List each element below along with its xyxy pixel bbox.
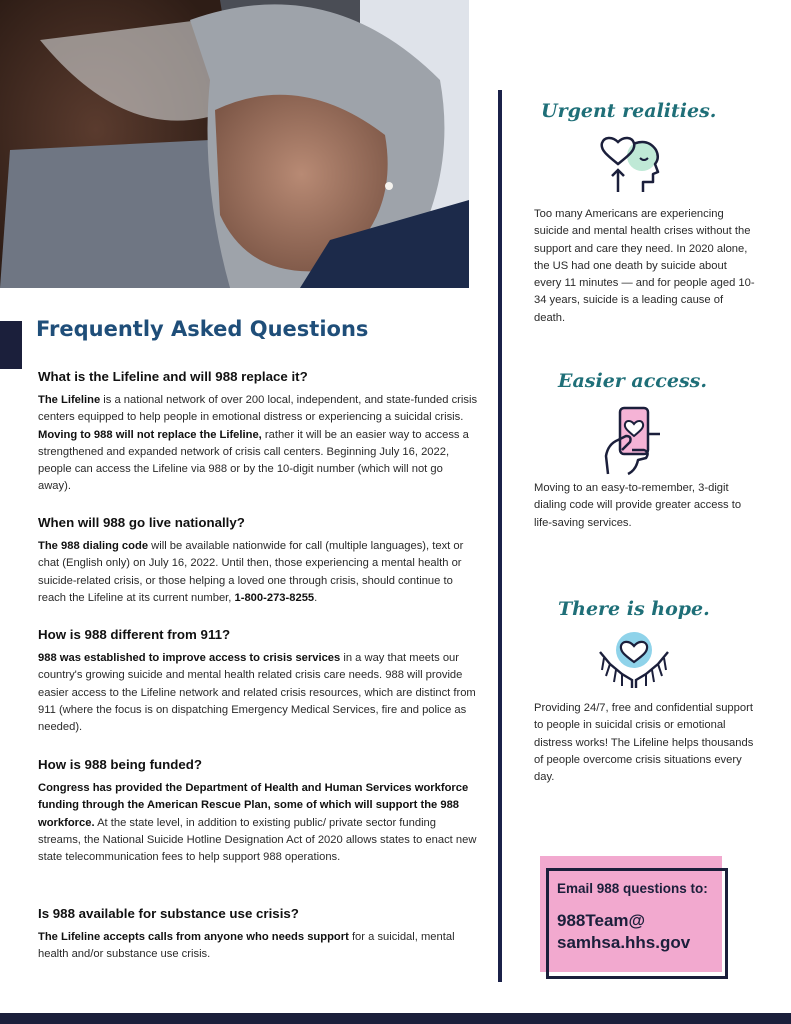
email-address-link[interactable]: 988Team@ samhsa.hhs.gov bbox=[557, 911, 691, 952]
sidebar-heading-access: Easier access. bbox=[558, 370, 707, 392]
sidebar-text-access: Moving to an easy-to-remember, 3-digit dialing code will provide greater access to life-saving services. bbox=[534, 482, 742, 529]
heart-head-icon bbox=[598, 134, 668, 201]
faq-item-911 bbox=[38, 627, 478, 736]
faq-question: When will 988 go live nationally? bbox=[38, 515, 245, 530]
faq-question: How is 988 different from 911? bbox=[38, 627, 231, 642]
faq-answer: 988 was established to improve access to crisis services in a way that meets our country's growing suicide and mental health related crisis care needs. 988 will provide easier access to the Lifeline network and related crisis resources, which are distinct from 911 (where the focus is on dispatching Emergency Medical Services, fire and police as needed). bbox=[38, 652, 476, 734]
faq-title: Frequently Asked Questions bbox=[36, 317, 369, 341]
couple-photo-illustration bbox=[0, 0, 469, 288]
sidebar-text-hope: Providing 24/7, free and confidential support to people in suicidal crisis or emotional distress works! The Lifeline helps thousands of people overcome crisis situations every day. bbox=[534, 702, 754, 784]
faq-question: What is the Lifeline and will 988 replace it? bbox=[38, 369, 308, 384]
faq-answer: The Lifeline accepts calls from anyone who needs support for a suicidal, mental health and/or substance use crisis. bbox=[38, 931, 455, 961]
footer-bar bbox=[0, 1013, 791, 1024]
phone-heart-icon bbox=[602, 406, 668, 481]
faq-item-lifeline bbox=[38, 369, 478, 496]
left-accent-bar bbox=[0, 321, 22, 369]
sidebar-heading-urgent: Urgent realities. bbox=[541, 100, 717, 122]
faq-item-go-live bbox=[38, 515, 478, 607]
faq-question: How is 988 being funded? bbox=[38, 757, 203, 772]
email-label: Email 988 questions to: bbox=[557, 881, 708, 896]
faq-answer: The Lifeline is a national network of over 200 local, independent, and state-funded crisis centers equipped to help people in emotional distress or experiencing a suicidal crisis. Moving to 988 will not replace the Lifeline, rather it will be an easier way to access a strengthened and expanded network of crisis call centers. Beginning July 16, 2022, people can access the Lifeline via 988 or by the 10-digit number (which will not go away). bbox=[38, 394, 478, 493]
column-divider bbox=[498, 90, 502, 982]
faq-answer: The 988 dialing code will be available nationwide for call (multiple languages), text or chat (English only) on July 16, 2022. Until then, those experiencing a mental health or suicide-related crisis, or those helping a loved one through crisis, should continue to reach the Lifeline at its current number, 1-800-273-8255. bbox=[38, 540, 464, 604]
sidebar-text-urgent: Too many Americans are experiencing suicide and mental health crises without the support and care they need. In 2020 alone, the US had one death by suicide about every 11 minutes — and for people aged 10-34 years, suicide is a leading cause of death. bbox=[534, 208, 755, 324]
faq-item-funding bbox=[38, 757, 478, 866]
faq-item-substance bbox=[38, 906, 478, 964]
hero-photo bbox=[0, 0, 469, 288]
faq-answer: Congress has provided the Department of Health and Human Services workforce funding through the American Rescue Plan, some of which will support the 988 workforce. At the state level, in addition to existing public/ private sector funding streams, the National Suicide Hotline Designation Act of 2020 allows states to enact new state telecommunication fees to help support 988 operations. bbox=[38, 782, 477, 864]
faq-question: Is 988 available for substance use crisis? bbox=[38, 906, 299, 921]
hands-heart-icon bbox=[596, 630, 672, 695]
sidebar-heading-hope: There is hope. bbox=[558, 598, 710, 620]
